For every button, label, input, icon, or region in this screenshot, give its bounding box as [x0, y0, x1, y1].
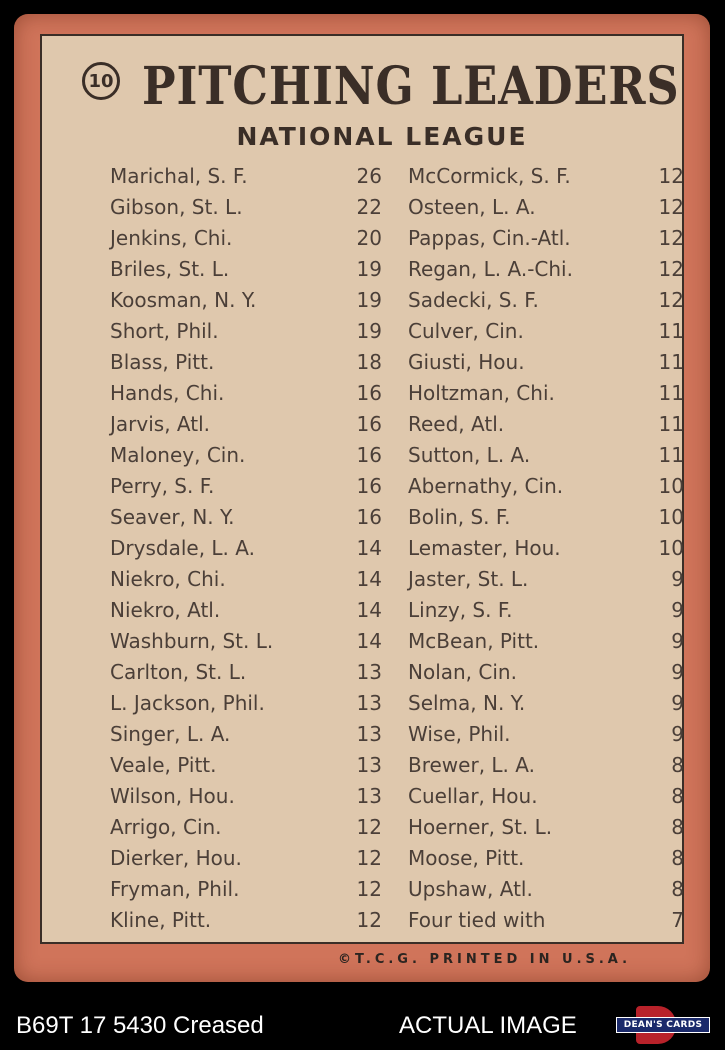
- pitcher-name: Nolan, Cin.: [408, 660, 517, 684]
- wins-value: 13: [356, 753, 382, 777]
- pitcher-name: Moose, Pitt.: [408, 846, 525, 870]
- pitcher-name: Niekro, Atl.: [110, 598, 221, 622]
- pitcher-name: Holtzman, Chi.: [408, 381, 555, 405]
- leader-row: [110, 161, 382, 192]
- wins-value: 9: [671, 722, 684, 746]
- wins-value: 16: [356, 474, 382, 498]
- pitcher-name: Cuellar, Hou.: [408, 784, 538, 808]
- wins-value: 12: [356, 815, 382, 839]
- leader-row: [408, 874, 684, 905]
- leaders-list-right: [408, 161, 684, 936]
- pitcher-name: Kline, Pitt.: [110, 908, 212, 932]
- wins-value: 19: [356, 319, 382, 343]
- card-subtitle: NATIONAL LEAGUE: [236, 122, 528, 151]
- pitcher-name: Dierker, Hou.: [110, 846, 242, 870]
- pitcher-name: Four tied with: [408, 908, 546, 932]
- leader-row: [110, 254, 382, 285]
- leader-row: [408, 533, 684, 564]
- leader-row: [408, 223, 684, 254]
- leader-row: [110, 657, 382, 688]
- leader-row: [110, 316, 382, 347]
- leader-row: [408, 781, 684, 812]
- wins-value: 12: [356, 877, 382, 901]
- wins-value: 12: [658, 257, 684, 281]
- pitcher-name: McCormick, S. F.: [408, 164, 571, 188]
- wins-value: 20: [356, 226, 382, 250]
- card-number-badge: 10: [82, 62, 120, 100]
- leader-row: [408, 378, 684, 409]
- leader-row: [110, 440, 382, 471]
- leader-row: [110, 285, 382, 316]
- pitcher-name: L. Jackson, Phil.: [110, 691, 265, 715]
- wins-value: 11: [658, 412, 684, 436]
- leader-row: [408, 440, 684, 471]
- pitcher-name: Osteen, L. A.: [408, 195, 536, 219]
- leader-row: [408, 626, 684, 657]
- card-content-panel: [40, 34, 684, 967]
- pitcher-name: Veale, Pitt.: [110, 753, 217, 777]
- pitcher-name: Marichal, S. F.: [110, 164, 248, 188]
- wins-value: 16: [356, 381, 382, 405]
- wins-value: 9: [671, 691, 684, 715]
- pitcher-name: Pappas, Cin.-Atl.: [408, 226, 571, 250]
- wins-value: 19: [356, 257, 382, 281]
- leaders-list-left: [110, 161, 382, 936]
- pitcher-name: Niekro, Chi.: [110, 567, 226, 591]
- leader-row: [110, 626, 382, 657]
- leader-row: [110, 564, 382, 595]
- pitcher-name: Jaster, St. L.: [408, 567, 529, 591]
- pitcher-name: Sadecki, S. F.: [408, 288, 539, 312]
- wins-value: 11: [658, 350, 684, 374]
- wins-value: 22: [356, 195, 382, 219]
- pitcher-name: Reed, Atl.: [408, 412, 505, 436]
- leader-row: [408, 347, 684, 378]
- wins-value: 8: [671, 753, 684, 777]
- wins-value: 9: [671, 598, 684, 622]
- pitcher-name: Briles, St. L.: [110, 257, 230, 281]
- pitcher-name: Washburn, St. L.: [110, 629, 274, 653]
- leader-row: [110, 688, 382, 719]
- pitcher-name: Seaver, N. Y.: [110, 505, 235, 529]
- leader-row: [408, 285, 684, 316]
- wins-value: 11: [658, 319, 684, 343]
- pitcher-name: Regan, L. A.-Chi.: [408, 257, 573, 281]
- wins-value: 14: [356, 536, 382, 560]
- wins-value: 7: [671, 908, 684, 932]
- pitcher-name: Brewer, L. A.: [408, 753, 535, 777]
- leader-row: [408, 254, 684, 285]
- wins-value: 11: [658, 381, 684, 405]
- leader-row: [110, 750, 382, 781]
- pitcher-name: Maloney, Cin.: [110, 443, 246, 467]
- wins-value: 13: [356, 722, 382, 746]
- pitcher-name: Perry, S. F.: [110, 474, 215, 498]
- leader-row: [408, 192, 684, 223]
- wins-value: 16: [356, 443, 382, 467]
- pitcher-name: Linzy, S. F.: [408, 598, 513, 622]
- leader-row: [110, 719, 382, 750]
- pitcher-name: McBean, Pitt.: [408, 629, 540, 653]
- wins-value: 12: [658, 164, 684, 188]
- wins-value: 13: [356, 784, 382, 808]
- wins-value: 14: [356, 598, 382, 622]
- wins-value: 14: [356, 567, 382, 591]
- leader-row: [408, 657, 684, 688]
- wins-value: 9: [671, 660, 684, 684]
- copyright-footer: ©T.C.G. PRINTED IN U.S.A.: [338, 952, 632, 967]
- wins-value: 14: [356, 629, 382, 653]
- pitcher-name: Upshaw, Atl.: [408, 877, 533, 901]
- wins-value: 19: [356, 288, 382, 312]
- pitcher-name: Hands, Chi.: [110, 381, 225, 405]
- leader-row: [110, 347, 382, 378]
- leader-row: [408, 812, 684, 843]
- leader-row: [408, 316, 684, 347]
- leader-row: [110, 533, 382, 564]
- leader-row: [110, 874, 382, 905]
- leader-row: [408, 409, 684, 440]
- wins-value: 8: [671, 877, 684, 901]
- pitcher-name: Blass, Pitt.: [110, 350, 215, 374]
- wins-value: 12: [658, 226, 684, 250]
- leader-row: [408, 905, 684, 936]
- pitcher-name: Wise, Phil.: [408, 722, 511, 746]
- pitcher-name: Singer, L. A.: [110, 722, 231, 746]
- leader-row: [408, 688, 684, 719]
- pitcher-name: Drysdale, L. A.: [110, 536, 255, 560]
- leader-row: [110, 502, 382, 533]
- pitcher-name: Wilson, Hou.: [110, 784, 235, 808]
- leader-row: [408, 843, 684, 874]
- trading-card-back: [14, 14, 710, 982]
- pitcher-name: Jenkins, Chi.: [110, 226, 233, 250]
- pitcher-name: Abernathy, Cin.: [408, 474, 564, 498]
- card-code-caption: B69T 17 5430 Creased: [16, 1012, 264, 1039]
- pitcher-name: Bolin, S. F.: [408, 505, 511, 529]
- wins-value: 10: [658, 474, 684, 498]
- wins-value: 8: [671, 846, 684, 870]
- leader-row: [408, 719, 684, 750]
- pitcher-name: Hoerner, St. L.: [408, 815, 553, 839]
- wins-value: 16: [356, 505, 382, 529]
- leader-row: [408, 502, 684, 533]
- leader-row: [110, 812, 382, 843]
- leader-row: [110, 905, 382, 936]
- wins-value: 12: [658, 195, 684, 219]
- leader-row: [110, 223, 382, 254]
- pitcher-name: Arrigo, Cin.: [110, 815, 222, 839]
- leader-row: [110, 781, 382, 812]
- leader-row: [110, 409, 382, 440]
- leader-row: [110, 843, 382, 874]
- leader-row: [408, 161, 684, 192]
- leader-row: [110, 378, 382, 409]
- wins-value: 18: [356, 350, 382, 374]
- actual-image-caption: ACTUAL IMAGE: [399, 1012, 577, 1039]
- wins-value: 12: [356, 846, 382, 870]
- wins-value: 8: [671, 815, 684, 839]
- wins-value: 16: [356, 412, 382, 436]
- wins-value: 13: [356, 660, 382, 684]
- wins-value: 9: [671, 629, 684, 653]
- wins-value: 11: [658, 443, 684, 467]
- pitcher-name: Gibson, St. L.: [110, 195, 243, 219]
- leader-row: [110, 192, 382, 223]
- logo-text-band: DEAN'S CARDS: [616, 1017, 710, 1033]
- wins-value: 10: [658, 536, 684, 560]
- wins-value: 12: [658, 288, 684, 312]
- leader-row: [408, 564, 684, 595]
- wins-value: 8: [671, 784, 684, 808]
- pitcher-name: Jarvis, Atl.: [110, 412, 210, 436]
- wins-value: 10: [658, 505, 684, 529]
- wins-value: 12: [356, 908, 382, 932]
- wins-value: 13: [356, 691, 382, 715]
- leader-row: [408, 595, 684, 626]
- leader-row: [408, 750, 684, 781]
- pitcher-name: Sutton, L. A.: [408, 443, 531, 467]
- leader-row: [110, 595, 382, 626]
- card-title: PITCHING LEADERS: [142, 56, 680, 117]
- deans-cards-logo: [612, 1006, 712, 1044]
- leader-row: [408, 471, 684, 502]
- leader-row: [110, 471, 382, 502]
- wins-value: 26: [356, 164, 382, 188]
- pitcher-name: Selma, N. Y.: [408, 691, 526, 715]
- wins-value: 9: [671, 567, 684, 591]
- pitcher-name: Carlton, St. L.: [110, 660, 247, 684]
- pitcher-name: Giusti, Hou.: [408, 350, 525, 374]
- pitcher-name: Short, Phil.: [110, 319, 219, 343]
- pitcher-name: Koosman, N. Y.: [110, 288, 257, 312]
- pitcher-name: Fryman, Phil.: [110, 877, 240, 901]
- pitcher-name: Culver, Cin.: [408, 319, 524, 343]
- pitcher-name: Lemaster, Hou.: [408, 536, 561, 560]
